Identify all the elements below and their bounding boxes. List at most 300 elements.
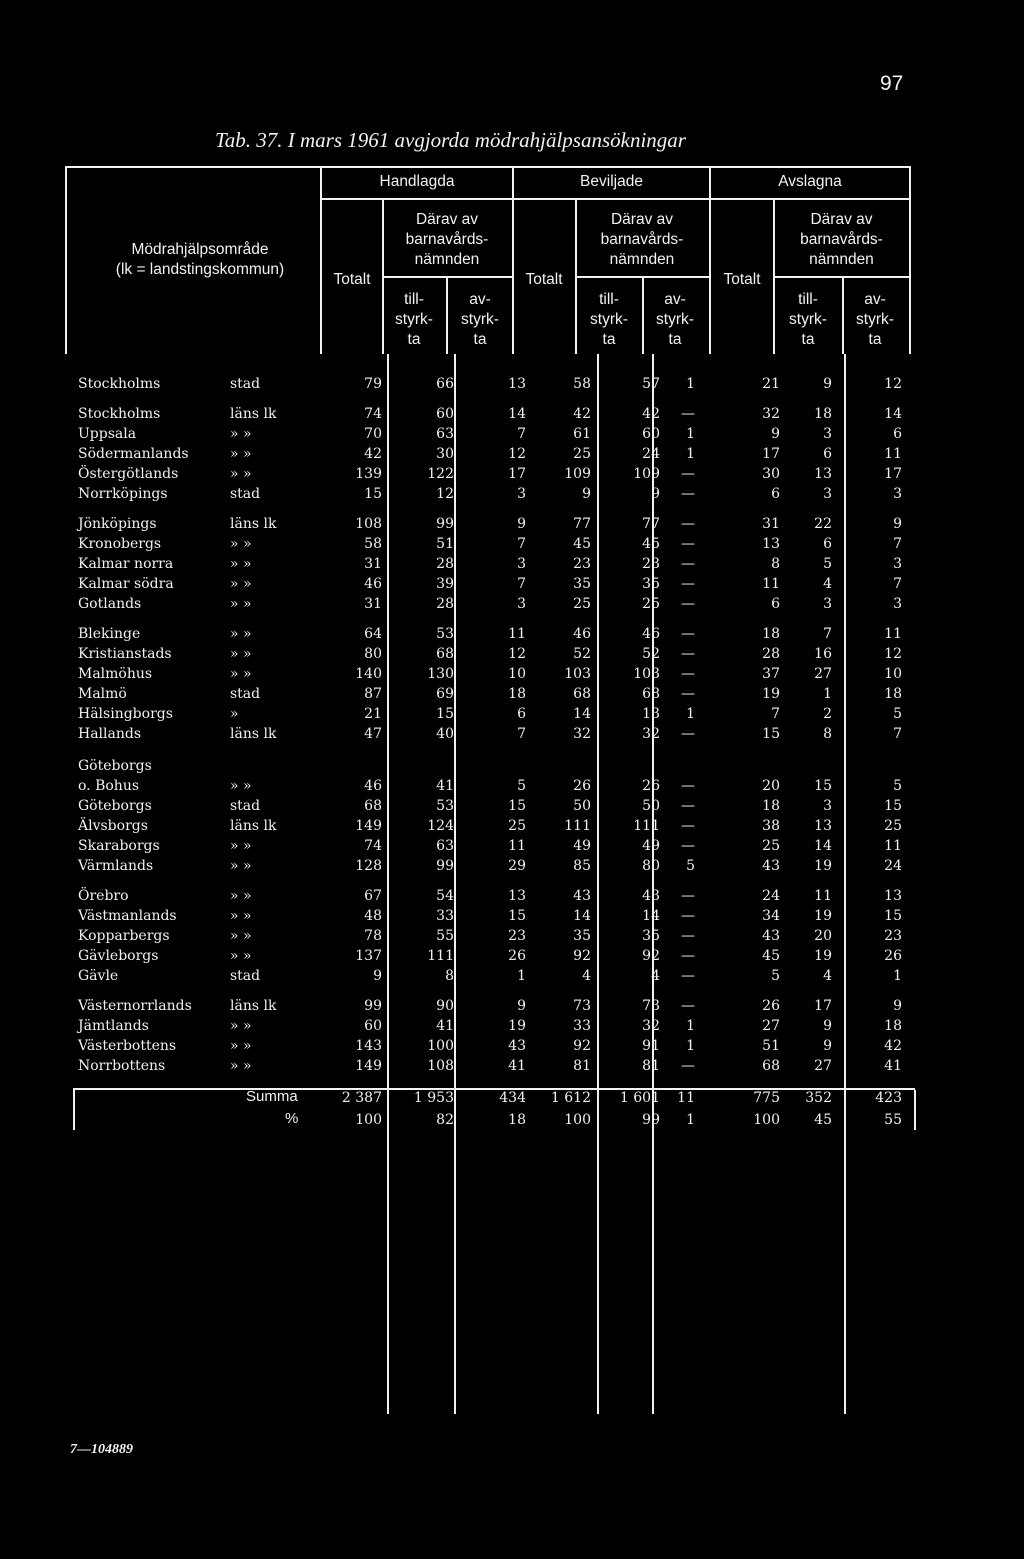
table-cell: 5: [771, 968, 780, 984]
table-cell: —: [681, 686, 695, 702]
table-cell: 43: [762, 928, 780, 944]
table-cell: 9: [582, 486, 591, 502]
table-cell: 42: [884, 1038, 902, 1054]
table-cell: 12: [508, 646, 526, 662]
table-cell: 1: [686, 1018, 695, 1034]
table-cell: 12: [508, 446, 526, 462]
table-row: [70, 644, 920, 664]
table-cell: 25: [762, 838, 780, 854]
table-cell: 108: [355, 516, 382, 532]
table-cell: 85: [573, 858, 591, 874]
table-cell: 8: [445, 968, 454, 984]
table-cell: 5: [517, 778, 526, 794]
table-cell: 26: [508, 948, 526, 964]
table-cell: 137: [355, 948, 382, 964]
table-cell: 54: [436, 888, 454, 904]
table-cell: 63: [436, 426, 454, 442]
table-cell: 23: [884, 928, 902, 944]
region-type: läns lk: [230, 516, 277, 532]
table-cell: —: [681, 998, 695, 1014]
table-cell: 103: [633, 666, 660, 682]
table-cell: 74: [364, 838, 382, 854]
region-type: » »: [230, 426, 252, 442]
table-cell: 6: [823, 446, 832, 462]
table-cell: 3: [517, 556, 526, 572]
avstyrkta-header: av- styrk- ta: [656, 291, 694, 348]
table-cell: 68: [573, 686, 591, 702]
table-cell: 30: [762, 466, 780, 482]
table-cell: 139: [355, 466, 382, 482]
table-cell: 3: [893, 596, 902, 612]
table-cell: 7: [517, 576, 526, 592]
region-type: läns lk: [230, 818, 277, 834]
table-cell: 78: [364, 928, 382, 944]
table-cell: 12: [436, 486, 454, 502]
region-type: » »: [230, 466, 252, 482]
region-type: » »: [230, 1018, 252, 1034]
table-cell: 41: [436, 778, 454, 794]
region-type: » »: [230, 646, 252, 662]
table-cell: —: [681, 596, 695, 612]
table-cell: 9: [823, 1038, 832, 1054]
table-row: [70, 624, 920, 644]
table-cell: 41: [884, 1058, 902, 1074]
table-cell: 124: [427, 818, 454, 834]
region-name: Västerbottens: [78, 1038, 177, 1054]
table-cell: 52: [642, 646, 660, 662]
table-cell: 68: [436, 646, 454, 662]
table-cell: 10: [884, 666, 902, 682]
region-name: Jönköpings: [78, 516, 157, 532]
table-cell: 23: [642, 556, 660, 572]
header-divider: [842, 276, 844, 354]
table-cell: 7: [517, 726, 526, 742]
table-cell: 13: [508, 376, 526, 392]
table-cell: 24: [642, 446, 660, 462]
table-cell: —: [681, 928, 695, 944]
table-cell: 26: [884, 948, 902, 964]
table-cell: 21: [364, 706, 382, 722]
table-cell: 42: [642, 406, 660, 422]
table-row: [70, 374, 920, 394]
region-type: läns lk: [230, 406, 277, 422]
table-cell: 11: [884, 626, 902, 642]
table-cell: 18: [884, 1018, 902, 1034]
region-name: Östergötlands: [78, 466, 179, 482]
table-cell: 122: [427, 466, 454, 482]
region-type: » »: [230, 666, 252, 682]
table-cell: —: [681, 968, 695, 984]
region-name: Blekinge: [78, 626, 141, 642]
table-cell: 13: [762, 536, 780, 552]
table-cell: —: [681, 646, 695, 662]
table-cell: 45: [762, 948, 780, 964]
table-cell: 5: [686, 858, 695, 874]
table-cell: —: [681, 666, 695, 682]
table-cell: 111: [427, 948, 454, 964]
column-line: [387, 354, 389, 1414]
table-cell: —: [681, 626, 695, 642]
region-type: » »: [230, 858, 252, 874]
table-cell: 11: [814, 888, 832, 904]
table-cell: —: [681, 948, 695, 964]
column-line: [844, 354, 846, 1414]
summa-label: Summa: [246, 1088, 298, 1105]
region-name: Värmlands: [78, 858, 154, 874]
table-row: [70, 836, 920, 856]
table-cell: 1: [686, 1038, 695, 1054]
table-cell: 55: [436, 928, 454, 944]
table-cell: 1: [686, 706, 695, 722]
table-cell: 423: [875, 1090, 902, 1106]
table-cell: 14: [508, 406, 526, 422]
table-cell: 7: [893, 726, 902, 742]
table-row: [70, 886, 920, 906]
table-cell: 32: [573, 726, 591, 742]
table-cell: 9: [517, 516, 526, 532]
table-cell: 103: [564, 666, 591, 682]
table-cell: 18: [762, 626, 780, 642]
table-row: [70, 816, 920, 836]
table-cell: 7: [517, 426, 526, 442]
table-cell: 140: [355, 666, 382, 682]
table-cell: 9: [517, 998, 526, 1014]
table-cell: 19: [814, 858, 832, 874]
table-cell: 19: [814, 948, 832, 964]
table-cell: 31: [762, 516, 780, 532]
table-cell: 14: [573, 908, 591, 924]
table-cell: 14: [814, 838, 832, 854]
table-cell: 111: [633, 818, 660, 834]
table-row: [70, 724, 920, 744]
table-cell: 18: [508, 1112, 526, 1128]
table-cell: 19: [762, 686, 780, 702]
tillstyrkta-header: till- styrk- ta: [789, 291, 827, 348]
table-row: [70, 704, 920, 724]
percent-row: [70, 1110, 920, 1130]
table-cell: 12: [884, 646, 902, 662]
table-cell: 1: [686, 446, 695, 462]
avstyrkta-header: av- styrk- ta: [461, 291, 499, 348]
table-cell: 24: [884, 858, 902, 874]
table-cell: 35: [573, 928, 591, 944]
table-row: [70, 996, 920, 1016]
table-cell: 31: [364, 556, 382, 572]
table-cell: 9: [893, 998, 902, 1014]
table-cell: 81: [573, 1058, 591, 1074]
totalt-header: Totalt: [525, 271, 563, 288]
table-cell: 25: [642, 596, 660, 612]
table-cell: 23: [508, 928, 526, 944]
region-type: » »: [230, 838, 252, 854]
table-cell: 15: [884, 908, 902, 924]
region-type: » »: [230, 908, 252, 924]
region-name: Älvsborgs: [78, 818, 148, 834]
table-cell: 15: [814, 778, 832, 794]
region-name: Göteborgs: [78, 798, 152, 814]
region-name: Hälsingborgs: [78, 706, 173, 722]
table-cell: 8: [771, 556, 780, 572]
table-cell: 81: [642, 1058, 660, 1074]
table-cell: 80: [642, 858, 660, 874]
table-cell: 111: [564, 818, 591, 834]
table-cell: 51: [436, 536, 454, 552]
region-type: »: [230, 706, 239, 722]
table-cell: 41: [436, 1018, 454, 1034]
table-cell: 45: [642, 536, 660, 552]
table-cell: —: [681, 556, 695, 572]
table-cell: 19: [508, 1018, 526, 1034]
table-cell: 31: [364, 596, 382, 612]
table-cell: 92: [573, 948, 591, 964]
region-type: läns lk: [230, 726, 277, 742]
table-row: [70, 1016, 920, 1036]
table-cell: 18: [508, 686, 526, 702]
table-cell: 100: [427, 1038, 454, 1054]
table-cell: 32: [762, 406, 780, 422]
beviljade-header: Beviljade: [580, 173, 643, 190]
header-divider: [320, 198, 911, 200]
table-cell: 46: [573, 626, 591, 642]
region-name: o. Bohus: [78, 778, 140, 794]
darav-header: Därav av barnavårds- nämnden: [800, 211, 883, 268]
region-type: » »: [230, 576, 252, 592]
header-divider: [446, 276, 448, 354]
table-cell: 9: [823, 1018, 832, 1034]
table-cell: 11: [884, 446, 902, 462]
table-cell: 23: [573, 556, 591, 572]
table-cell: 100: [355, 1112, 382, 1128]
table-cell: 49: [573, 838, 591, 854]
table-cell: 5: [893, 706, 902, 722]
region-type: » »: [230, 556, 252, 572]
table-cell: 46: [642, 626, 660, 642]
tillstyrkta-header: till- styrk- ta: [395, 291, 433, 348]
table-cell: 775: [753, 1090, 780, 1106]
table-cell: 13: [884, 888, 902, 904]
table-cell: 68: [364, 798, 382, 814]
table-row: [70, 856, 920, 876]
table-cell: —: [681, 406, 695, 422]
table-cell: 26: [642, 778, 660, 794]
table-cell: 26: [573, 778, 591, 794]
darav-header: Därav av barnavårds- nämnden: [600, 211, 684, 268]
table-cell: —: [681, 838, 695, 854]
table-row: [70, 946, 920, 966]
table-cell: 45: [573, 536, 591, 552]
avslagna-header: Avslagna: [778, 173, 842, 190]
table-cell: 92: [642, 948, 660, 964]
table-cell: 48: [364, 908, 382, 924]
table-cell: 87: [364, 686, 382, 702]
table-cell: 6: [517, 706, 526, 722]
table-caption: Tab. 37. I mars 1961 avgjorda mödrahjälpsansökningar: [215, 128, 686, 152]
table-cell: —: [681, 726, 695, 742]
table-row: [70, 664, 920, 684]
region-name: Västernorrlands: [78, 998, 192, 1014]
region-type: stad: [230, 798, 261, 814]
table-cell: 35: [642, 928, 660, 944]
table-cell: 1: [686, 376, 695, 392]
region-type: läns lk: [230, 998, 277, 1014]
table-cell: 8: [823, 726, 832, 742]
table-cell: 53: [436, 626, 454, 642]
header-divider: [320, 166, 322, 354]
table-cell: 39: [436, 576, 454, 592]
table-cell: 20: [814, 928, 832, 944]
region-name: Stockholms: [78, 376, 161, 392]
table-cell: 51: [762, 1038, 780, 1054]
table-cell: 29: [508, 858, 526, 874]
region-name: Malmöhus: [78, 666, 153, 682]
table-cell: 77: [642, 516, 660, 532]
table-cell: 50: [573, 798, 591, 814]
table-cell: 22: [814, 516, 832, 532]
region-type: » »: [230, 928, 252, 944]
table-cell: 1 953: [413, 1090, 454, 1106]
table-cell: 79: [364, 376, 382, 392]
table-cell: 60: [364, 1018, 382, 1034]
table-cell: 14: [573, 706, 591, 722]
table-cell: 64: [364, 626, 382, 642]
table-cell: 3: [517, 596, 526, 612]
table-cell: 434: [499, 1090, 526, 1106]
table-cell: 55: [884, 1112, 902, 1128]
table-cell: —: [681, 908, 695, 924]
table-cell: 27: [814, 1058, 832, 1074]
table-cell: 91: [642, 1038, 660, 1054]
table-cell: 4: [823, 968, 832, 984]
table-cell: 43: [573, 888, 591, 904]
table-cell: 99: [642, 1112, 660, 1128]
table-cell: 1: [823, 686, 832, 702]
table-cell: 32: [642, 1018, 660, 1034]
region-name: Gotlands: [78, 596, 142, 612]
table-cell: 99: [436, 858, 454, 874]
table-cell: 58: [364, 536, 382, 552]
region-name: Kopparbergs: [78, 928, 170, 944]
table-cell: 46: [364, 576, 382, 592]
table-cell: 3: [893, 556, 902, 572]
header-divider: [709, 166, 711, 354]
region-name: Gävleborgs: [78, 948, 159, 964]
table-row: [70, 514, 920, 534]
table-row: [70, 906, 920, 926]
table-cell: —: [681, 486, 695, 502]
table-cell: 18: [814, 406, 832, 422]
table-cell: 7: [771, 706, 780, 722]
table-cell: 74: [364, 406, 382, 422]
region-name: Kalmar norra: [78, 556, 174, 572]
region-type: » »: [230, 948, 252, 964]
table-cell: 34: [762, 908, 780, 924]
region-type: stad: [230, 486, 261, 502]
region-name: Kalmar södra: [78, 576, 174, 592]
table-row: [70, 796, 920, 816]
table-cell: 68: [642, 686, 660, 702]
table-cell: 26: [762, 998, 780, 1014]
summa-row: [70, 1088, 920, 1108]
table-cell: 1: [893, 968, 902, 984]
table-cell: 30: [436, 446, 454, 462]
table-row: [70, 554, 920, 574]
table-cell: 109: [564, 466, 591, 482]
region-name: Gävle: [78, 968, 119, 984]
table-cell: 6: [823, 536, 832, 552]
table-cell: 68: [762, 1058, 780, 1074]
table-cell: 109: [633, 466, 660, 482]
table-cell: 25: [573, 446, 591, 462]
table-cell: 99: [436, 516, 454, 532]
table-cell: 33: [436, 908, 454, 924]
table-cell: 5: [823, 556, 832, 572]
table-cell: 53: [436, 798, 454, 814]
table-cell: 35: [573, 576, 591, 592]
table-cell: 13: [814, 466, 832, 482]
table-cell: 80: [364, 646, 382, 662]
table-cell: 6: [893, 426, 902, 442]
table-cell: 4: [582, 968, 591, 984]
region-type: stad: [230, 686, 261, 702]
table-cell: 17: [814, 998, 832, 1014]
region-name: Kronobergs: [78, 536, 162, 552]
table-cell: 7: [517, 536, 526, 552]
table-cell: —: [681, 516, 695, 532]
table-cell: 49: [642, 838, 660, 854]
table-cell: 1: [686, 1112, 695, 1128]
region-name: Stockholms: [78, 406, 161, 422]
region-name: Norrbottens: [78, 1058, 166, 1074]
region-type: » »: [230, 626, 252, 642]
table-cell: 3: [823, 798, 832, 814]
table-cell: 13: [642, 706, 660, 722]
table-cell: 5: [893, 778, 902, 794]
table-row: [70, 1056, 920, 1076]
table-cell: 42: [573, 406, 591, 422]
table-cell: 37: [762, 666, 780, 682]
region-type: » »: [230, 778, 252, 794]
table-row: [70, 574, 920, 594]
table-cell: 14: [642, 908, 660, 924]
table-cell: 13: [814, 818, 832, 834]
region-type: stad: [230, 968, 261, 984]
table-cell: 57: [642, 376, 660, 392]
handlagda-header: Handlagda: [379, 173, 455, 190]
table-row: [70, 594, 920, 614]
table-cell: 50: [642, 798, 660, 814]
table-row: [70, 684, 920, 704]
table-row: [70, 404, 920, 424]
table-cell: 19: [814, 908, 832, 924]
table-cell: 4: [651, 968, 660, 984]
table-cell: 13: [508, 888, 526, 904]
table-cell: 27: [814, 666, 832, 682]
table-cell: 15: [762, 726, 780, 742]
table-cell: 9: [893, 516, 902, 532]
table-cell: 3: [517, 486, 526, 502]
table-row: [70, 966, 920, 986]
table-cell: 16: [814, 646, 832, 662]
table-cell: —: [681, 1058, 695, 1074]
table-cell: 24: [762, 888, 780, 904]
table-cell: 18: [762, 798, 780, 814]
table-cell: 38: [762, 818, 780, 834]
table-cell: 15: [508, 908, 526, 924]
table-cell: 130: [427, 666, 454, 682]
table-cell: 7: [893, 536, 902, 552]
table-cell: 3: [823, 426, 832, 442]
avstyrkta-header: av- styrk- ta: [856, 291, 894, 348]
